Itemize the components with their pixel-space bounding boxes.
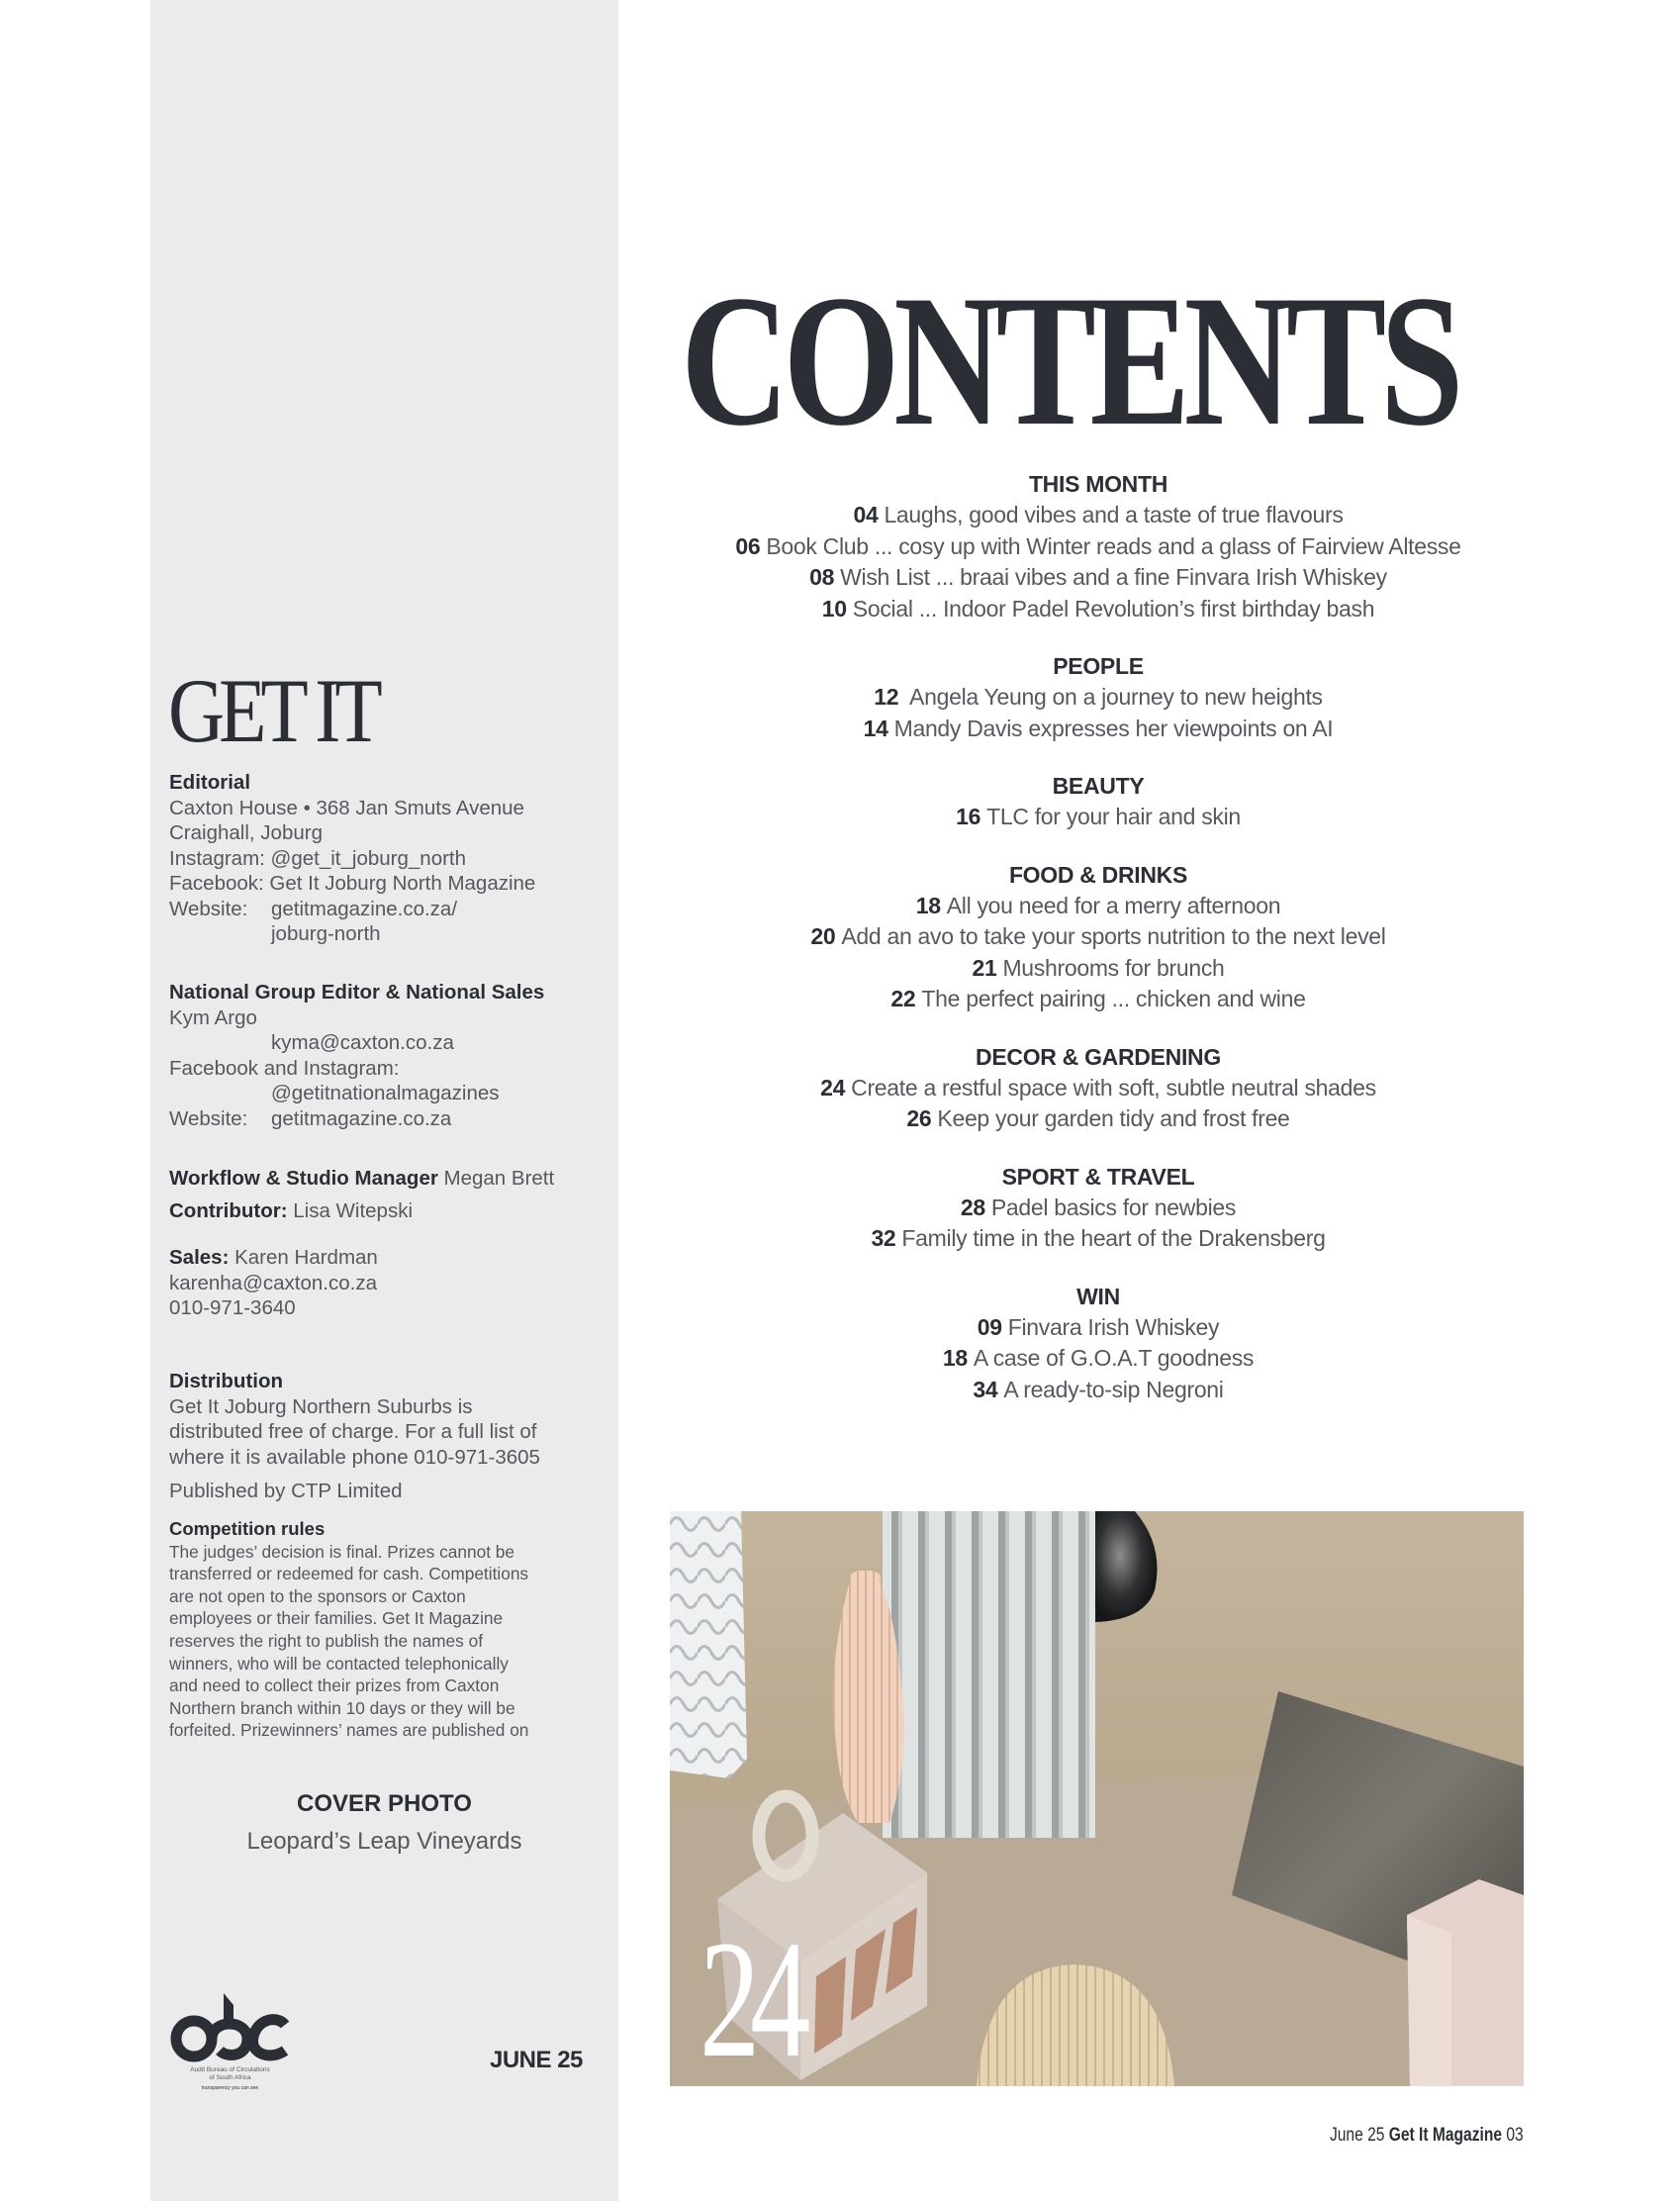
footer-magazine: Get It Magazine bbox=[1389, 2125, 1503, 2146]
national-social-handle[interactable]: @getitnationalmagazines bbox=[271, 1082, 500, 1104]
distribution-heading: Distribution bbox=[169, 1370, 284, 1392]
toc-section-food-drinks bbox=[653, 859, 1543, 1015]
competition-line: transferred or redeemed for cash. Competitions bbox=[169, 1564, 529, 1584]
contributor-name: Lisa Witepski bbox=[293, 1198, 414, 1222]
entry-title: TLC for your hair and skin bbox=[986, 804, 1241, 829]
editorial-website-row bbox=[169, 897, 605, 922]
section-heading: BEAUTY bbox=[1052, 773, 1145, 799]
entry-title: Family time in the heart of the Drakensberg bbox=[901, 1225, 1326, 1251]
page-number: 24 bbox=[820, 1074, 846, 1100]
distribution-line: distributed free of charge. For a full list of bbox=[169, 1420, 537, 1443]
editorial-website-link[interactable]: getitmagazine.co.za/ bbox=[271, 897, 458, 920]
toc-entry[interactable] bbox=[653, 921, 1543, 953]
editorial-heading: Editorial bbox=[169, 771, 251, 794]
entry-title: A case of G.O.A.T goodness bbox=[973, 1345, 1255, 1371]
toc-section-beauty bbox=[653, 770, 1543, 833]
competition-line: forfeited. Prizewinners’ names are published on bbox=[169, 1720, 529, 1741]
competition-line: The judges’ decision is final. Prizes cannot be bbox=[169, 1541, 515, 1562]
entry-title: Keep your garden tidy and frost free bbox=[937, 1105, 1290, 1131]
workflow-credit bbox=[169, 1166, 605, 1192]
website-label: Website: bbox=[169, 897, 248, 920]
distribution-line: where it is available phone 010-971-3605 bbox=[169, 1445, 540, 1469]
page-number: 22 bbox=[890, 986, 916, 1011]
toc-section-people bbox=[653, 650, 1543, 744]
distribution-line: Get It Joburg Northern Suburbs is bbox=[169, 1394, 473, 1418]
national-website-row bbox=[169, 1106, 605, 1132]
toc-entry[interactable] bbox=[653, 562, 1543, 594]
entry-title: The perfect pairing ... chicken and wine bbox=[921, 986, 1306, 1011]
competition-line: winners, who will be contacted telephonically bbox=[169, 1653, 509, 1674]
workflow-label: Workflow & Studio Manager bbox=[169, 1167, 438, 1190]
abc-logo-icon bbox=[168, 1989, 292, 2064]
page-number: 18 bbox=[942, 1345, 968, 1371]
entry-title: Social ... Indoor Padel Revolution’s first birthday bash bbox=[852, 595, 1375, 622]
issue-date: JUNE 25 bbox=[490, 2047, 583, 2073]
national-email[interactable]: kyma@caxton.co.za bbox=[271, 1031, 454, 1054]
sales-block bbox=[169, 1245, 605, 1321]
editorial-website-link-cont[interactable]: joburg-north bbox=[271, 922, 381, 945]
page-title: CONTENTS bbox=[681, 257, 1458, 465]
competition-rules-block bbox=[169, 1518, 605, 1742]
decor-feature-photo[interactable] bbox=[670, 1511, 1524, 2086]
page-number: 04 bbox=[853, 502, 879, 527]
competition-line: Northern branch within 10 days or they will be bbox=[169, 1697, 515, 1718]
page-number: 16 bbox=[956, 804, 981, 829]
distribution-block bbox=[169, 1369, 605, 1504]
national-social-label: Facebook and Instagram: bbox=[169, 1056, 400, 1080]
website-label: Website: bbox=[169, 1106, 248, 1130]
abc-logo bbox=[168, 1989, 297, 2098]
section-heading: THIS MONTH bbox=[1028, 471, 1168, 497]
section-heading: PEOPLE bbox=[1053, 653, 1144, 679]
toc-entry[interactable] bbox=[653, 953, 1543, 985]
competition-line: reserves the right to publish the names of bbox=[169, 1630, 483, 1651]
toc-entry[interactable] bbox=[653, 1375, 1543, 1406]
page-number: 20 bbox=[810, 923, 836, 949]
toc-entry[interactable] bbox=[653, 594, 1543, 625]
entry-title: All you need for a merry afternoon bbox=[946, 892, 1281, 918]
editorial-address-2: Craighall, Joburg bbox=[169, 821, 323, 844]
competition-line: employees or their families. Get It Magazine bbox=[169, 1608, 504, 1629]
toc-entry[interactable] bbox=[653, 1073, 1543, 1104]
toc-entry[interactable] bbox=[653, 1103, 1543, 1135]
editorial-address-1: Caxton House • 368 Jan Smuts Avenue bbox=[169, 796, 524, 819]
entry-title: Wish List ... braai vibes and a fine Finvara Irish Whiskey bbox=[840, 564, 1387, 590]
page-number: 18 bbox=[915, 892, 941, 918]
national-editor-block bbox=[169, 980, 605, 1131]
editorial-block bbox=[169, 770, 605, 947]
toc-section-sport-travel bbox=[653, 1161, 1543, 1255]
abc-tagline: transparency you can see bbox=[201, 2085, 259, 2091]
workflow-name: Megan Brett bbox=[443, 1167, 555, 1190]
national-name: Kym Argo bbox=[169, 1005, 257, 1029]
page-number: 10 bbox=[821, 595, 847, 622]
table-of-contents bbox=[653, 468, 1543, 1431]
contributor-credit bbox=[169, 1198, 605, 1224]
section-heading: WIN bbox=[1076, 1283, 1120, 1309]
cover-photo-heading: COVER PHOTO bbox=[297, 1790, 472, 1817]
page-number: 08 bbox=[809, 564, 835, 590]
competition-heading: Competition rules bbox=[169, 1518, 326, 1539]
page-number: 09 bbox=[977, 1313, 1002, 1340]
toc-entry[interactable] bbox=[653, 1312, 1543, 1344]
editorial-instagram[interactable]: Instagram: @get_it_joburg_north bbox=[169, 846, 467, 870]
toc-entry[interactable] bbox=[653, 714, 1543, 745]
brand-logo: GET IT bbox=[168, 660, 377, 761]
sales-email[interactable]: karenha@caxton.co.za bbox=[169, 1271, 377, 1294]
section-heading: DECOR & GARDENING bbox=[976, 1043, 1221, 1070]
page-number: 14 bbox=[863, 715, 888, 741]
sales-name: Karen Hardman bbox=[234, 1246, 378, 1269]
toc-section-decor-gardening bbox=[653, 1041, 1543, 1135]
sales-credit bbox=[169, 1245, 605, 1271]
national-heading: National Group Editor & National Sales bbox=[169, 981, 545, 1004]
entry-title: Finvara Irish Whiskey bbox=[1007, 1313, 1220, 1340]
toc-entry[interactable] bbox=[653, 682, 1543, 714]
national-website-link[interactable]: getitmagazine.co.za bbox=[271, 1106, 452, 1130]
entry-title: Add an avo to take your sports nutrition to the next level bbox=[841, 923, 1386, 949]
editorial-facebook[interactable]: Facebook: Get It Joburg North Magazine bbox=[169, 872, 536, 895]
feature-page-number: 24 bbox=[700, 1906, 801, 2086]
entry-title: A ready-to-sip Negroni bbox=[1003, 1376, 1224, 1402]
toc-entry[interactable] bbox=[653, 1343, 1543, 1375]
staff-block bbox=[169, 1166, 605, 1223]
cover-photo-credit bbox=[150, 1789, 618, 1859]
entry-title: Create a restful space with soft, subtle neutral shades bbox=[851, 1074, 1376, 1100]
page-number: 06 bbox=[735, 532, 761, 559]
toc-entry[interactable] bbox=[653, 1193, 1543, 1224]
publisher: Published by CTP Limited bbox=[169, 1480, 403, 1502]
page-footer bbox=[1330, 2125, 1524, 2147]
entry-title: Padel basics for newbies bbox=[990, 1194, 1237, 1220]
toc-entry[interactable] bbox=[653, 1223, 1543, 1255]
page-number: 34 bbox=[973, 1376, 998, 1402]
toc-entry[interactable] bbox=[653, 531, 1543, 563]
page-number: 12 bbox=[874, 684, 899, 710]
footer-page-number: 03 bbox=[1506, 2125, 1524, 2146]
entry-title: Book Club ... cosy up with Winter reads and a glass of Fairview Altesse bbox=[766, 532, 1461, 559]
footer-month: June 25 bbox=[1330, 2125, 1385, 2146]
competition-line: are not open to the sponsors or Caxton bbox=[169, 1585, 466, 1606]
page-number: 26 bbox=[906, 1105, 932, 1131]
cover-photo-name: Leopard’s Leap Vineyards bbox=[246, 1828, 522, 1855]
toc-entry[interactable] bbox=[653, 802, 1543, 833]
entry-title: Mushrooms for brunch bbox=[1002, 954, 1225, 981]
entry-title: Laughs, good vibes and a taste of true flavours bbox=[884, 502, 1344, 527]
page-number: 28 bbox=[960, 1194, 985, 1220]
page-number: 21 bbox=[972, 954, 997, 981]
entry-title: Mandy Davis expresses her viewpoints on AI bbox=[893, 715, 1334, 741]
toc-entry[interactable] bbox=[653, 891, 1543, 922]
contributor-label: Contributor: bbox=[169, 1198, 288, 1222]
masthead-sidebar bbox=[150, 0, 618, 2201]
toc-entry[interactable] bbox=[653, 984, 1543, 1015]
section-heading: SPORT & TRAVEL bbox=[1001, 1163, 1195, 1190]
toc-section-win bbox=[653, 1281, 1543, 1406]
sales-phone: 010-971-3640 bbox=[169, 1296, 296, 1319]
toc-section-this-month bbox=[653, 468, 1543, 624]
entry-title: Angela Yeung on a journey to new heights bbox=[904, 684, 1323, 710]
competition-line: and need to collect their prizes from Caxton bbox=[169, 1675, 500, 1696]
toc-entry[interactable] bbox=[653, 500, 1543, 531]
sales-label: Sales: bbox=[169, 1246, 230, 1269]
section-heading: FOOD & DRINKS bbox=[1008, 861, 1188, 888]
page-number: 32 bbox=[871, 1225, 896, 1251]
abc-caption: Audit Bureau of Circulations of South Africa bbox=[190, 2066, 270, 2081]
